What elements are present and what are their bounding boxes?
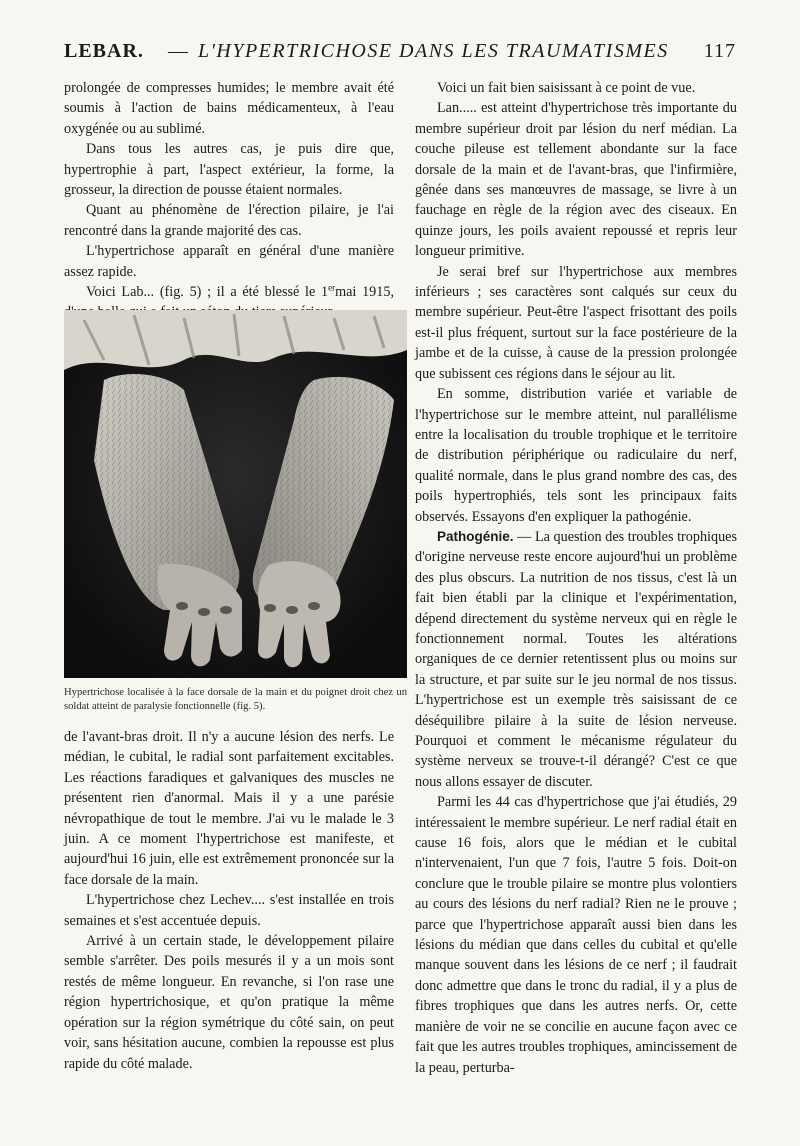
paragraph: Parmi les 44 cas d'hypertrichose que j'ai étudiés, 29 intéressaient le membre supérieur. Le nerf radial était en cause 16 fois, alors que le médian et le cubital n'intervenaient, l'un que 7 fois, l'autre 5 fois. Doit-on conclure que le trouble pilaire se montre plus volontiers au cours des lésions du nerf radial? Rien ne le prouve ; parce que l'hypertrichose apparaît aussi bien dans les lésions du médian que dans celles du cubital et qu'elle manque souvent dans les lésions de ce nerf ; il faudrait donc admettre que dans le tronc du radial, il y a plus de fibres trophiques que dans les autres nerfs. Or, cette manière de voir ne se concilie en aucune façon avec ce fait que les autres troubles trophiques, amincissement de la peau, perturba-: [415, 794, 737, 1076]
header-dash: —: [168, 40, 189, 62]
paragraph: Quant au phénomène de l'érection pilaire, je l'ai rencontré dans la grande majorité des cas.: [64, 202, 394, 239]
paragraph: prolongée de compresses humides; le membre avait été soumis à l'action de bains médicamenteux, à l'eau oxygénée ou au sublimé.: [64, 80, 394, 137]
page-number: 117: [703, 40, 736, 62]
hands-photo-illustration: [64, 310, 407, 678]
figure-photo-hands: [64, 310, 407, 678]
paragraph: Arrivé à un certain stade, le développement pilaire semble s'arrêter. Des poils mesurés il y a un mois sont restés de même longueur. En revanche, si l'on rase une région hypertrichosique, et qu'on pratique la même opération sur la région symétrique du côté sain, on peut voir, sans hésitation aucune, combien la repousse est plus rapide du côté malade.: [64, 933, 394, 1072]
running-header: [64, 40, 736, 68]
text-segment: — La question des troubles trophiques d'origine nerveuse reste encore aujourd'hui un problème des plus obscurs. La nutrition de nos tissus, c'est là un fait bien établi par la clinique et l'expérimentation, dépend directement du système nerveux qui en règle le fonctionnement normal. Toutes les altérations organiques de ce dernier retentissent plus ou moins sur la structure, et par suite sur le jeu normal de nos tissus. L'hypertrichose est un exemple très saisissant de ce déséquilibre pilaire à la suite de lésion nerveuse. Pourquoi et comment le mécanisme régulateur du système nerveux se trouve-t-il dérangé? C'est ce que nous allons essayer de discuter.: [415, 528, 737, 790]
section-heading: Pathogénie.: [437, 528, 514, 544]
paragraph: Je serai bref sur l'hypertrichose aux membres inférieurs ; ses caractères sont calqués sur ceux du membre supérieur. Peut-être l'aspect frisottant des poils est-il plus fréquent, surtout sur la face postérieure de la jambe et de la cuisse, à cause de la pression prolongée que subissent ces régions dans le séjour au lit.: [415, 263, 737, 382]
right-column: [415, 78, 737, 1078]
text-segment: mai 1915,: [335, 284, 394, 301]
paragraph: de l'avant-bras droit. Il n'y a aucune lésion des nerfs. Le médian, le cubital, le radial sont parfaitement excitables. Les réactions faradiques et galvaniques des muscles ne présentent rien d'anormal. Mais il y a une parésie névropathique de tout le membre. J'ai vu le malade le 3 juin. A ce moment l'hypertrichose est manifeste, et aujourd'hui 16 juin, elle est extrêmement prononcée sur la face dorsale de la main.: [64, 729, 394, 888]
text-segment: Voici Lab... (fig. 5) ; il a été blessé le 1: [86, 284, 329, 301]
paragraph: Voici un fait bien saisissant à ce point de vue.: [437, 80, 696, 96]
superscript: er: [328, 282, 336, 293]
left-column-bottom: [64, 727, 394, 1074]
paragraph: L'hypertrichose apparaît en général d'une manière assez rapide.: [64, 243, 394, 280]
paragraph-pathogenie: [415, 527, 737, 792]
header-author: LEBAR.: [64, 40, 144, 62]
left-column-top: [64, 78, 394, 323]
header-title: L'HYPERTRICHOSE DANS LES TRAUMATISMES: [198, 40, 669, 62]
paragraph: Lan..... est atteint d'hypertrichose très importante du membre supérieur droit par lésion du nerf médian. La couche pileuse est tellement abondante sur la face dorsale de la main et de l'avant-bras, que l'infirmière, gênée dans ses manœuvres de massage, se livre à un fauchage en règle de la région avec des ciseaux. En quinze jours, les poils avaient repoussé et repris leur longueur primitive.: [415, 100, 737, 260]
paragraph: En somme, distribution variée et variable de l'hypertrichose sur le membre atteint, nul parallélisme entre la localisation du trouble trophique et le territoire de distribution périphérique ou radiculaire du nerf, qualité normale, dans le plus grand nombre des cas, des poils hypertrophiés, tels sont les principaux faits observés. Essayons d'en expliquer la pathogénie.: [415, 386, 737, 525]
paragraph: Dans tous les autres cas, je puis dire que, hypertrophie à part, l'aspect extérieur, la forme, la grosseur, la direction de pousse étaient normales.: [64, 141, 394, 199]
figure-caption: Hypertrichose localisée à la face dorsale de la main et du poignet droit chez un soldat atteint de paralysie fonctionnelle (fig. 5).: [64, 687, 407, 712]
paragraph: L'hypertrichose chez Lechev.... s'est installée en trois semaines et s'est accentuée depuis.: [64, 892, 394, 929]
